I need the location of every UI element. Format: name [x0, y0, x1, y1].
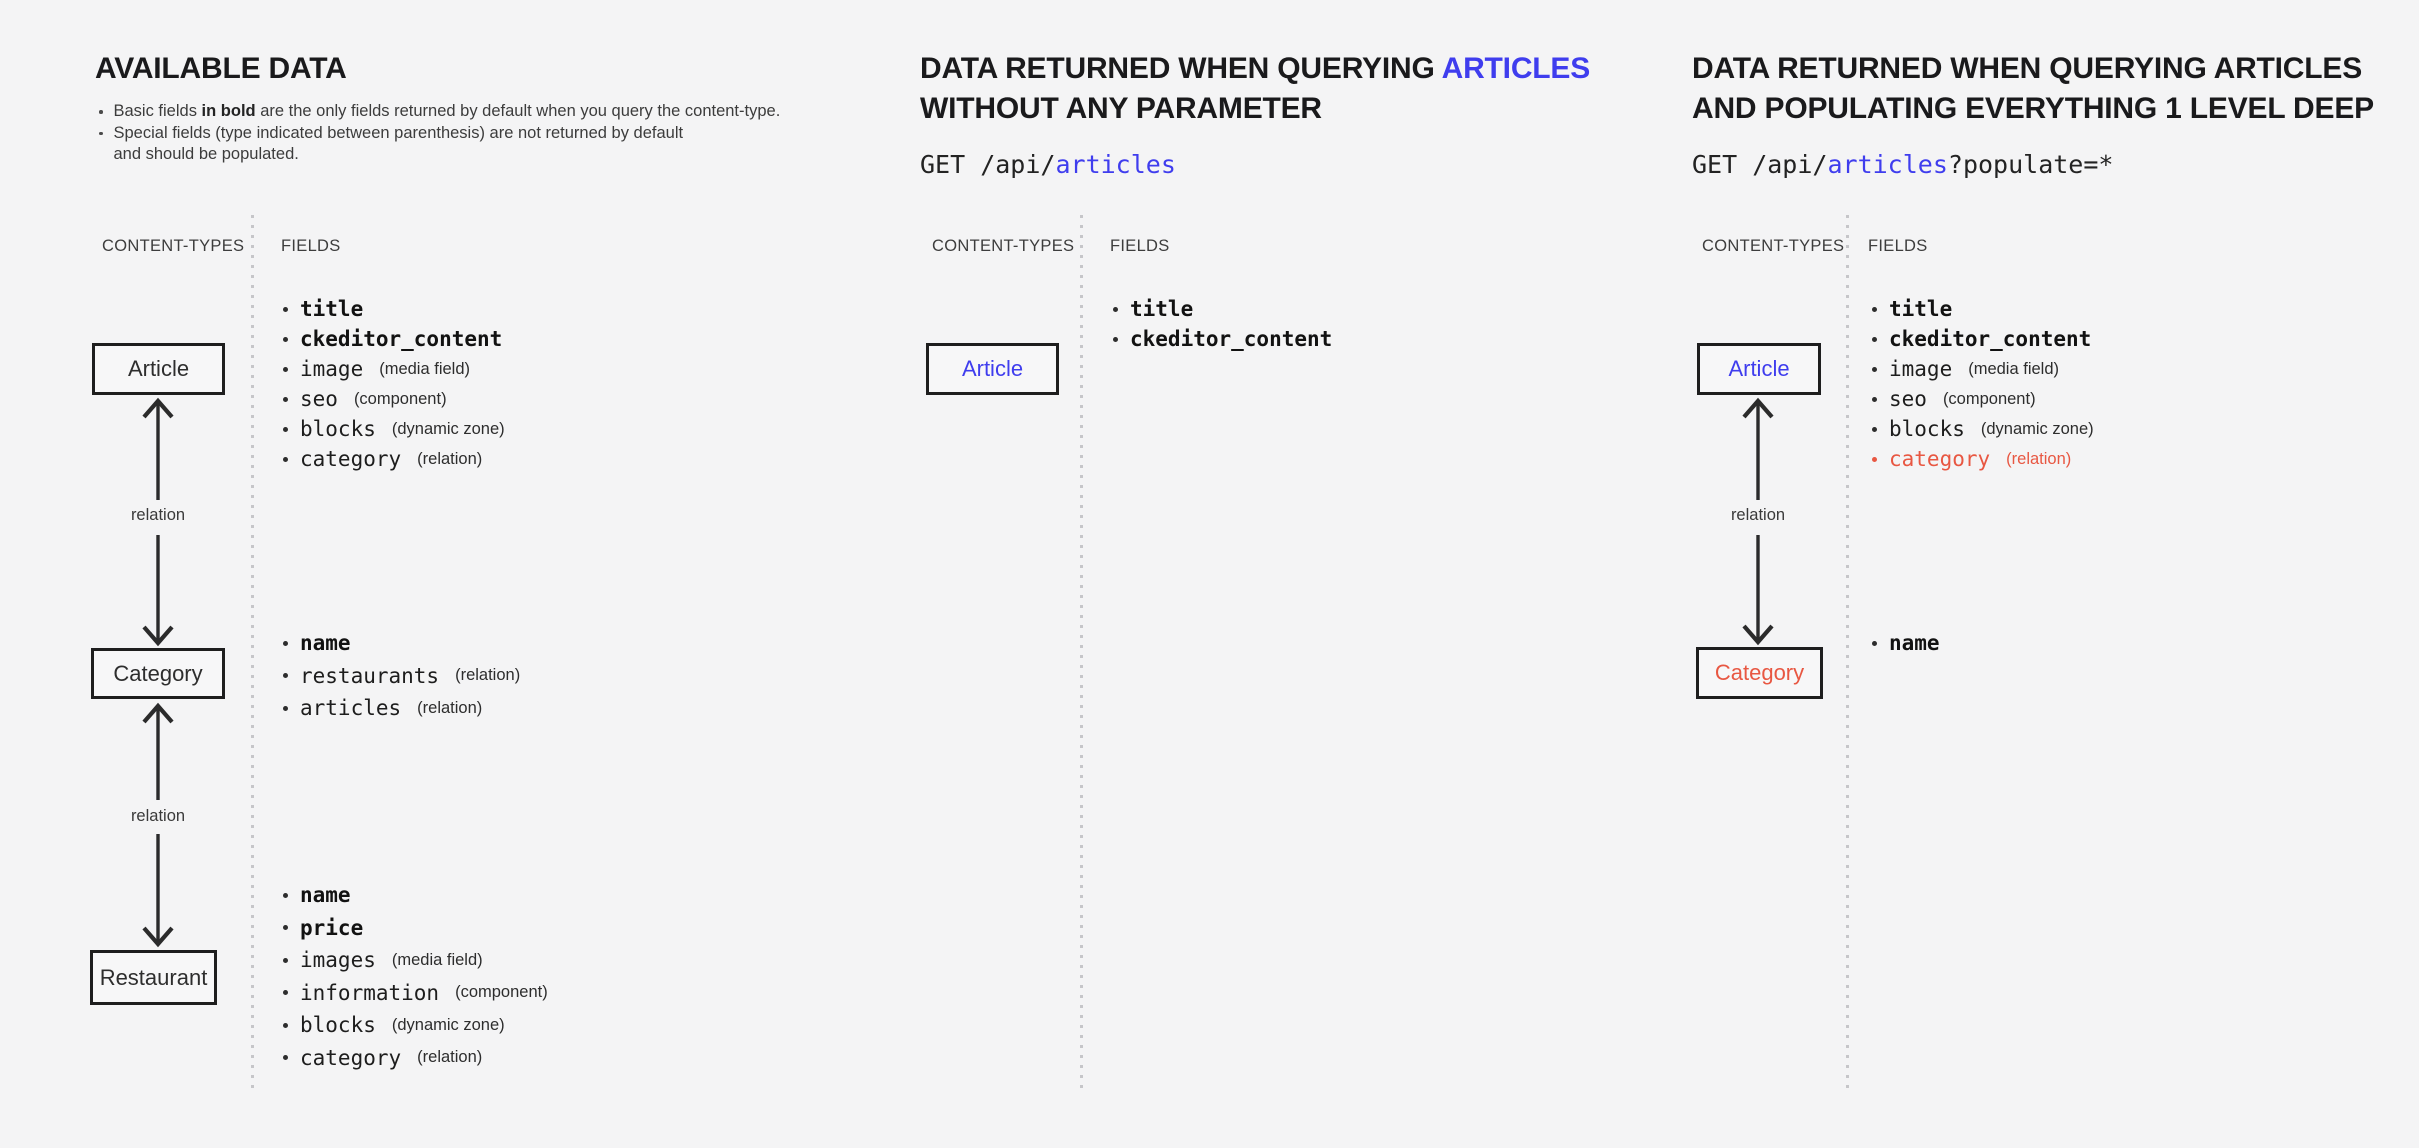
field-type: (relation) [417, 698, 483, 717]
note2-line1: Special fields (type indicated between parenthesis) are not returned by default [113, 123, 684, 142]
field-name: ckeditor_content [1889, 327, 2092, 351]
col1-category-box-label: Category [113, 660, 203, 686]
field-row [1113, 294, 1332, 324]
col1-category-box [91, 648, 225, 699]
bullet-icon [283, 893, 288, 898]
field-type: (component) [455, 983, 548, 1002]
field-row [283, 912, 548, 945]
field-row [283, 1009, 548, 1042]
col2-title-pre: DATA RETURNED WHEN QUERYING [920, 52, 1442, 85]
field-name: image [300, 357, 364, 381]
col2-title-line2: WITHOUT ANY PARAMETER [920, 92, 1322, 125]
col3-category-fields [1872, 627, 1940, 660]
col2-article-box-label: Article [961, 356, 1024, 381]
field-name: restaurants [300, 663, 440, 688]
field-name: blocks [300, 417, 376, 441]
bullet-icon [283, 673, 288, 678]
col2-article-box [926, 343, 1059, 395]
field-row [1113, 324, 1332, 354]
field-row [283, 1042, 548, 1075]
col1-restaurant-box [90, 950, 217, 1005]
col3-article-box [1697, 343, 1821, 395]
field-name: price [300, 915, 364, 940]
col3-article-fields [1872, 294, 2094, 474]
field-name: seo [1889, 387, 1927, 411]
field-type: (relation) [2006, 449, 2072, 468]
field-type: (relation) [417, 449, 483, 468]
field-row [283, 627, 520, 660]
note-basic-fields [99, 101, 780, 123]
relation-label-2: relation [130, 807, 186, 825]
field-row [283, 294, 505, 324]
field-row [283, 977, 548, 1010]
col1-article-box-label: Article [127, 356, 190, 381]
field-name: ckeditor_content [300, 327, 503, 351]
bullet-icon [283, 427, 288, 432]
bullet-icon [1872, 397, 1877, 402]
bullet-icon [283, 1055, 288, 1060]
col2-content-types-label: CONTENT-TYPES [932, 237, 1075, 255]
field-row [283, 444, 505, 474]
field-name: information [300, 980, 440, 1005]
request-post: ?populate=* [1947, 150, 2114, 179]
field-name: category [1889, 447, 1991, 471]
relation-label-1: relation [130, 506, 186, 524]
field-name: images [300, 948, 376, 973]
note-bullet-icon [99, 132, 103, 136]
bullet-icon [1872, 337, 1877, 342]
note1-post: are the only fields returned by default when you query the content-type. [255, 102, 781, 120]
field-row [283, 660, 520, 693]
field-row [1872, 294, 2094, 324]
field-row [283, 692, 520, 725]
bullet-icon [283, 990, 288, 995]
field-type: (relation) [455, 666, 521, 685]
col1-article-fields [283, 294, 505, 474]
request-pre: GET /api/ [920, 150, 1056, 179]
field-name: ckeditor_content [1130, 327, 1333, 351]
note2-line2: and should be populated. [113, 145, 299, 163]
field-row [283, 944, 548, 977]
col2-title-line1 [920, 52, 1590, 86]
field-row [1872, 324, 2094, 354]
bullet-icon [283, 706, 288, 711]
field-name: title [1130, 297, 1194, 321]
field-type: (media field) [391, 950, 483, 969]
col1-dotted-divider [251, 215, 254, 1095]
col2-article-fields [1113, 294, 1332, 354]
request-highlight: articles [1055, 150, 1176, 179]
bullet-icon [1872, 641, 1877, 646]
field-row [1872, 354, 2094, 384]
bullet-icon [283, 1023, 288, 1028]
field-row [283, 324, 505, 354]
bullet-icon [283, 337, 288, 342]
col1-restaurant-fields [283, 879, 548, 1074]
note-special-fields [99, 123, 780, 166]
bullet-icon [1872, 457, 1877, 462]
field-row [283, 354, 505, 384]
col1-content-types-label: CONTENT-TYPES [102, 237, 245, 255]
bullet-icon [1113, 337, 1118, 342]
field-name: title [1889, 297, 1953, 321]
col1-article-box [92, 343, 225, 395]
field-type: (dynamic zone) [391, 419, 505, 438]
col3-category-box-label: Category [1714, 660, 1805, 685]
field-row [1872, 384, 2094, 414]
relation-label-3: relation [1730, 506, 1786, 524]
bullet-icon [1113, 307, 1118, 312]
field-row [1872, 627, 1940, 660]
field-row [283, 414, 505, 444]
field-name: category [300, 1045, 402, 1070]
field-type: (dynamic zone) [391, 1015, 505, 1034]
bullet-icon [1872, 307, 1877, 312]
field-type: (relation) [417, 1048, 483, 1067]
field-name: articles [300, 696, 402, 721]
request-pre: GET /api/ [1692, 150, 1828, 179]
request-highlight: articles [1827, 150, 1948, 179]
note-bullet-icon [99, 110, 103, 114]
field-name: name [300, 883, 351, 908]
col1-notes [99, 101, 780, 166]
bullet-icon [283, 641, 288, 646]
col2-title-highlight: ARTICLES [1441, 52, 1591, 85]
note1-bold: in bold [201, 102, 256, 120]
bullet-icon [283, 307, 288, 312]
bullet-icon [283, 367, 288, 372]
col1-category-fields [283, 627, 520, 725]
col3-title-line1: DATA RETURNED WHEN QUERYING ARTICLES [1692, 52, 2363, 85]
col2-dotted-divider [1080, 215, 1083, 1095]
bullet-icon [283, 457, 288, 462]
field-name: seo [300, 387, 338, 411]
col3-article-box-label: Article [1728, 356, 1790, 381]
field-name: name [1889, 631, 1940, 656]
col3-request [1692, 150, 2113, 179]
col3-dotted-divider [1846, 215, 1849, 1095]
col1-restaurant-box-label: Restaurant [99, 964, 208, 990]
col3-fields-label: FIELDS [1868, 237, 1928, 255]
bullet-icon [283, 925, 288, 930]
field-type: (component) [353, 389, 447, 408]
field-row-populated [1872, 444, 2094, 474]
field-name: category [300, 447, 402, 471]
col3-content-types-label: CONTENT-TYPES [1702, 237, 1845, 255]
bullet-icon [1872, 427, 1877, 432]
field-name: title [300, 297, 364, 321]
field-row [283, 384, 505, 414]
field-type: (component) [1942, 389, 2036, 408]
field-name: name [300, 631, 351, 656]
col2-fields-label: FIELDS [1110, 237, 1170, 255]
col3-category-box [1696, 647, 1823, 699]
col3-title-line2: AND POPULATING EVERYTHING 1 LEVEL DEEP [1692, 92, 2374, 125]
field-row [283, 879, 548, 912]
field-name: blocks [1889, 417, 1965, 441]
col1-title: AVAILABLE DATA [95, 52, 347, 85]
col2-request [920, 150, 1176, 179]
bullet-icon [283, 958, 288, 963]
field-type: (media field) [379, 359, 471, 378]
col1-fields-label: FIELDS [281, 237, 341, 255]
bullet-icon [1872, 367, 1877, 372]
field-name: blocks [300, 1013, 376, 1038]
field-name: image [1889, 357, 1953, 381]
bullet-icon [283, 397, 288, 402]
field-type: (media field) [1968, 359, 2060, 378]
field-type: (dynamic zone) [1980, 419, 2094, 438]
field-row [1872, 414, 2094, 444]
note1-pre: Basic fields [113, 102, 202, 120]
